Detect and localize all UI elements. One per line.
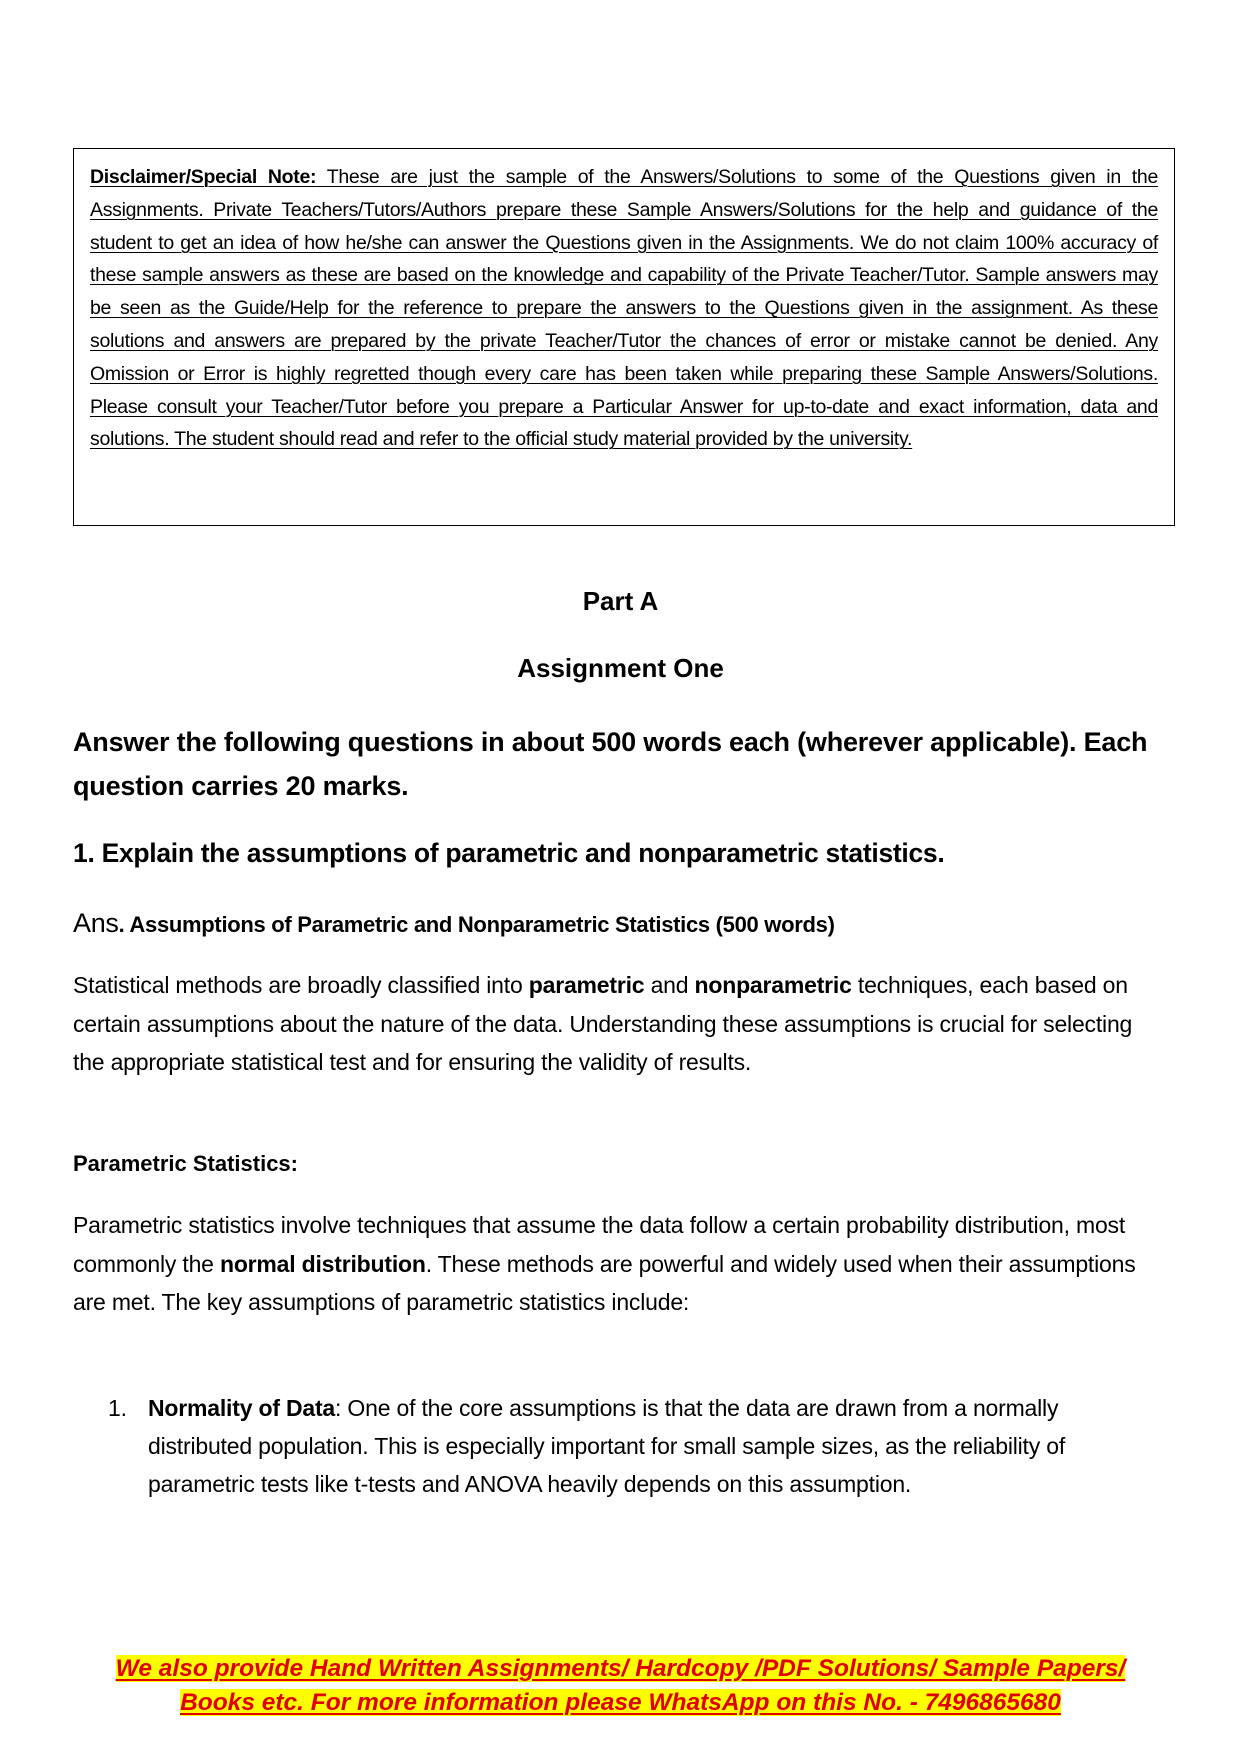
- question-heading: 1. Explain the assumptions of parametric and nonparametric statistics.: [73, 838, 945, 868]
- disclaimer-label: Disclaimer/Special Note:: [90, 166, 317, 188]
- promo-footer: [0, 1652, 1241, 1720]
- assignment-title: Assignment One: [517, 653, 724, 683]
- answer-label: Ans: [73, 908, 119, 938]
- parametric-text-2: . These methods are powerful and widely used when their assumptions are met. The key assumptions of parametric statistics include:: [73, 1250, 1136, 1315]
- section-heading: Parametric Statistics:: [73, 1151, 298, 1176]
- intro-text-3: techniques, each based on certain assumptions about the nature of the data. Understanding these assumptions is crucial for selecting the appropriate statistical test and for ensuring the validity of results.: [73, 972, 1133, 1075]
- list-number: 1.: [108, 1395, 127, 1421]
- list-item-title: Normality of Data: [148, 1395, 336, 1421]
- intro-paragraph: [73, 966, 1153, 1082]
- list-item: [108, 1389, 1168, 1503]
- part-title: Part A: [582, 586, 659, 616]
- list-content: [148, 1389, 1168, 1503]
- intro-bold-nonparametric: nonparametric: [694, 972, 852, 998]
- answer-title: . Assumptions of Parametric and Nonparametric Statistics (500 words): [118, 912, 835, 937]
- answer-heading: [73, 908, 835, 939]
- instructions: Answer the following questions in about 500 words each (wherever applicable). Each question carries 20 marks.: [73, 727, 1148, 801]
- parametric-bold: normal distribution: [219, 1250, 426, 1277]
- promo-line-2: Books etc. For more information please WhatsApp on this No. - 7496865680: [180, 1689, 1061, 1716]
- intro-text-2: and: [644, 972, 695, 998]
- disclaimer-box: [73, 148, 1175, 526]
- parametric-text-1: Parametric statistics involve techniques that assume the data follow a certain probability distribution, most commonly the: [73, 1212, 1126, 1277]
- promo-line-1: We also provide Hand Written Assignments/ Hardcopy /PDF Solutions/ Sample Papers/: [115, 1655, 1126, 1682]
- disclaimer-body: These are just the sample of the Answers/Solutions to some of the Questions given in the Assignments. Private Teachers/Tutors/Authors prepare these Sample Answers/Solutions for the help and guidance of the student to get an idea of how he/she can answer the Questions given in the Assignments. We do not claim 100% accuracy of these sample answers as these are based on the knowledge and capability of the Private Teacher/Tutor. Sample answers may be seen as the Guide/Help for the reference to prepare the answers to the Questions given in the assignment. As these solutions and answers are prepared by the private Teacher/Tutor the chances of error or mistake cannot be denied. Any Omission or Error is highly regretted though every care has been taken while preparing these Sample Answers/Solutions. Please consult your Teacher/Tutor before you prepare a Particular Answer for up-to-date and exact information, data and solutions. The student should read and refer to the official study material provided by the university.: [90, 166, 1158, 451]
- parametric-paragraph: [73, 1206, 1153, 1322]
- intro-text-1: Statistical methods are broadly classified into: [73, 972, 529, 998]
- disclaimer-text: [90, 161, 1158, 456]
- intro-bold-parametric: parametric: [528, 972, 645, 998]
- list-item-text: : One of the core assumptions is that the data are drawn from a normally distributed population. This is especially important for small sample sizes, as the reliability of parametric tests like t-tests and ANOVA heavily depends on this assumption.: [148, 1395, 1066, 1497]
